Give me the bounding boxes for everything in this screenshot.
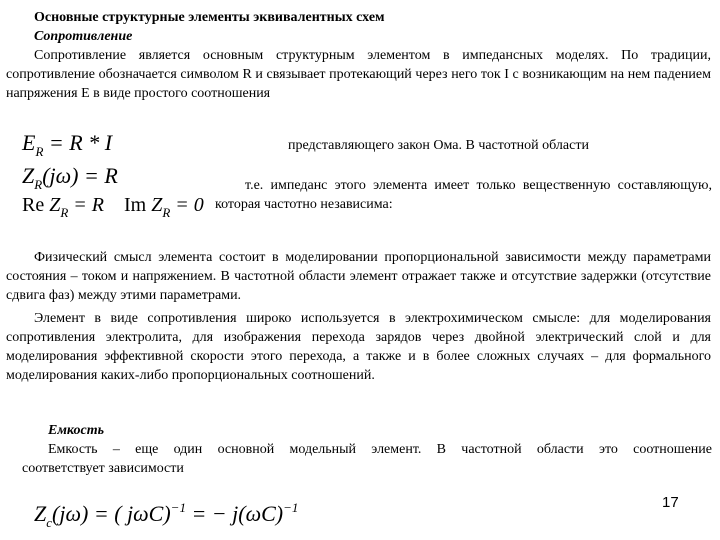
imag-part-formula (124, 194, 204, 221)
capacitance-title: Емкость (48, 423, 104, 438)
real-part-formula (22, 194, 104, 221)
ohm-lhs: E (22, 130, 36, 155)
ohm-rhs: = R * I (48, 130, 113, 155)
imag-sub: R (162, 205, 171, 220)
usage-paragraph: Элемент в виде сопротивления широко используется в электрохимическом смысле: для моделирования сопротивления электролита, для изображения перехода зарядов через двойной электрический слой и для моделирования эффективной скорости этого перехода, а также и в более сложных случаях – для формального моделирования каких-либо пропорциональных соотношений. (6, 311, 711, 383)
impedance-lhs-sub: R (34, 177, 43, 192)
meaning-paragraph: Физический смысл элемента состоит в моделировании пропорциональной зависимости между параметрами состояния – током и напряжением. В частотной области элемент отражает также и отсутствие задержки (отсутствие сдвига фаз) между этими параметрами. (6, 250, 711, 303)
resistance-paragraph: Сопротивление является основным структурным элементом в импедансных моделях. По традиции, сопротивление обозначается символом R и связывает протекающий через него ток I с возникающим на нем падением напряжения E в виде простого соотношения (6, 48, 711, 101)
imag-var: Z (151, 194, 163, 216)
impedance-rhs: = R (84, 163, 118, 188)
impedance-lhs: Z (22, 163, 35, 188)
ohm-text: представляющего закон Ома. В частотной области (288, 138, 589, 153)
capacitance-paragraph-line1: Емкость – еще один основной модельный элемент. В частотной области это соотношение (48, 442, 712, 457)
cap-lhs: Z (34, 501, 47, 526)
resistance-title: Сопротивление (34, 29, 133, 44)
capacitor-formula (34, 500, 298, 531)
cap-rhs: = − j(ωC) (191, 501, 284, 526)
real-var: Z (49, 194, 61, 216)
cap-mid: = ( jωC) (93, 501, 171, 526)
ohm-lhs-sub: R (35, 144, 44, 159)
ohm-law-formula (22, 130, 112, 160)
capacitance-paragraph-line2: соответствует зависимости (22, 461, 184, 476)
cap-exp1: −1 (170, 500, 186, 515)
cap-lhs-sub: c (46, 515, 53, 530)
impedance-text: т.е. импеданс этого элемента имеет только вещественную составляющую, которая частотно независима: (215, 178, 712, 212)
cap-exp2: −1 (283, 500, 299, 515)
real-rhs: = R (73, 194, 105, 216)
imag-rhs: = 0 (175, 194, 204, 216)
cap-arg: (jω) (52, 501, 89, 526)
imag-op: Im (124, 194, 147, 216)
impedance-arg: (jω) (42, 163, 79, 188)
page-number: 17 (662, 494, 679, 511)
real-sub: R (60, 205, 69, 220)
impedance-formula (22, 163, 118, 193)
slide-heading: Основные структурные элементы эквивалентных схем (34, 10, 385, 25)
real-op: Re (22, 194, 45, 216)
